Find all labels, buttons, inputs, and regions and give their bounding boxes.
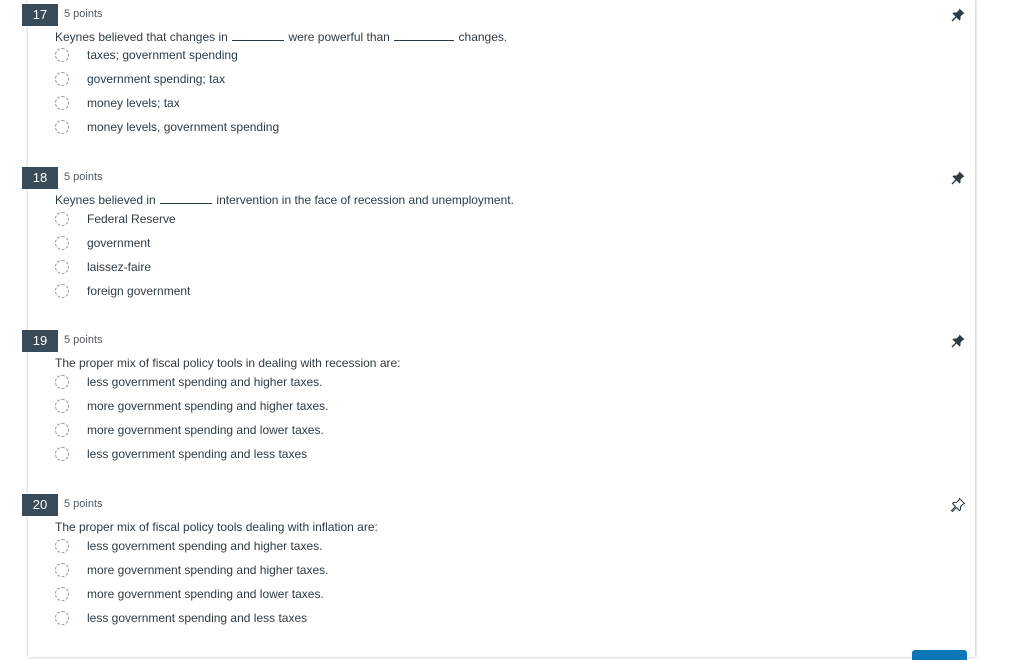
submit-button[interactable]: [912, 650, 967, 660]
question-number: 19: [22, 330, 58, 352]
question-text: [55, 193, 514, 207]
answer-option[interactable]: [55, 585, 324, 603]
answer-option[interactable]: [55, 561, 328, 579]
pin-icon[interactable]: [950, 7, 966, 23]
answer-option[interactable]: [55, 421, 324, 439]
pin-icon[interactable]: [950, 333, 966, 349]
question-text-part: were powerful than: [285, 30, 394, 44]
option-label: money levels, government spending: [87, 120, 280, 134]
question-text: The proper mix of fiscal policy tools dealing with inflation are:: [55, 520, 378, 534]
answer-option[interactable]: [55, 258, 151, 276]
radio-button[interactable]: [55, 212, 69, 226]
question-text-part: Keynes believed in: [55, 193, 160, 207]
answer-option[interactable]: [55, 445, 307, 463]
answer-blank: [232, 31, 284, 41]
option-label: more government spending and higher taxes.: [87, 399, 329, 413]
radio-button[interactable]: [55, 375, 69, 389]
question-text-part: intervention in the face of recession and unemployment.: [213, 193, 514, 207]
question-points: 5 points: [64, 498, 103, 510]
option-label: more government spending and lower taxes.: [87, 587, 324, 601]
radio-button[interactable]: [55, 120, 69, 134]
question-points: 5 points: [64, 334, 103, 346]
radio-button[interactable]: [55, 447, 69, 461]
option-label: government: [87, 236, 151, 250]
radio-button[interactable]: [55, 423, 69, 437]
radio-button[interactable]: [55, 96, 69, 110]
question-text-part: Keynes believed that changes in: [55, 30, 232, 44]
answer-option[interactable]: [55, 282, 190, 300]
question-points: 5 points: [64, 8, 103, 20]
question-number: 17: [22, 4, 58, 26]
question-text-part: changes.: [455, 30, 508, 44]
option-label: foreign government: [87, 284, 191, 298]
question-text: [55, 30, 507, 44]
answer-option[interactable]: [55, 118, 279, 136]
radio-button[interactable]: [55, 72, 69, 86]
answer-option[interactable]: [55, 397, 328, 415]
option-label: less government spending and less taxes: [87, 611, 308, 625]
answer-option[interactable]: [55, 373, 322, 391]
radio-button[interactable]: [55, 260, 69, 274]
radio-button[interactable]: [55, 539, 69, 553]
option-label: more government spending and lower taxes.: [87, 423, 324, 437]
answer-option[interactable]: [55, 46, 238, 64]
option-label: money levels; tax: [87, 96, 180, 110]
answer-option[interactable]: [55, 537, 322, 555]
radio-button[interactable]: [55, 399, 69, 413]
question-number: 20: [22, 494, 58, 516]
answer-option[interactable]: [55, 70, 225, 88]
answer-option[interactable]: [55, 234, 150, 252]
answer-option[interactable]: [55, 94, 180, 112]
radio-button[interactable]: [55, 563, 69, 577]
option-label: taxes; government spending: [87, 48, 238, 62]
answer-option[interactable]: [55, 210, 176, 228]
radio-button[interactable]: [55, 236, 69, 250]
option-label: less government spending and higher taxes.: [87, 375, 323, 389]
pin-outline-icon[interactable]: [950, 497, 966, 513]
option-label: less government spending and less taxes: [87, 447, 308, 461]
radio-button[interactable]: [55, 587, 69, 601]
option-label: more government spending and higher taxes.: [87, 563, 329, 577]
answer-blank: [394, 31, 454, 41]
radio-button[interactable]: [55, 48, 69, 62]
radio-button[interactable]: [55, 611, 69, 625]
answer-blank: [160, 194, 212, 204]
question-points: 5 points: [64, 171, 103, 183]
option-label: laissez-faire: [87, 260, 152, 274]
question-number: 18: [22, 167, 58, 189]
option-label: less government spending and higher taxes.: [87, 539, 323, 553]
answer-option[interactable]: [55, 609, 307, 627]
question-text: The proper mix of fiscal policy tools in dealing with recession are:: [55, 356, 401, 370]
pin-icon[interactable]: [950, 170, 966, 186]
option-label: government spending; tax: [87, 72, 226, 86]
option-label: Federal Reserve: [87, 212, 176, 226]
radio-button[interactable]: [55, 284, 69, 298]
